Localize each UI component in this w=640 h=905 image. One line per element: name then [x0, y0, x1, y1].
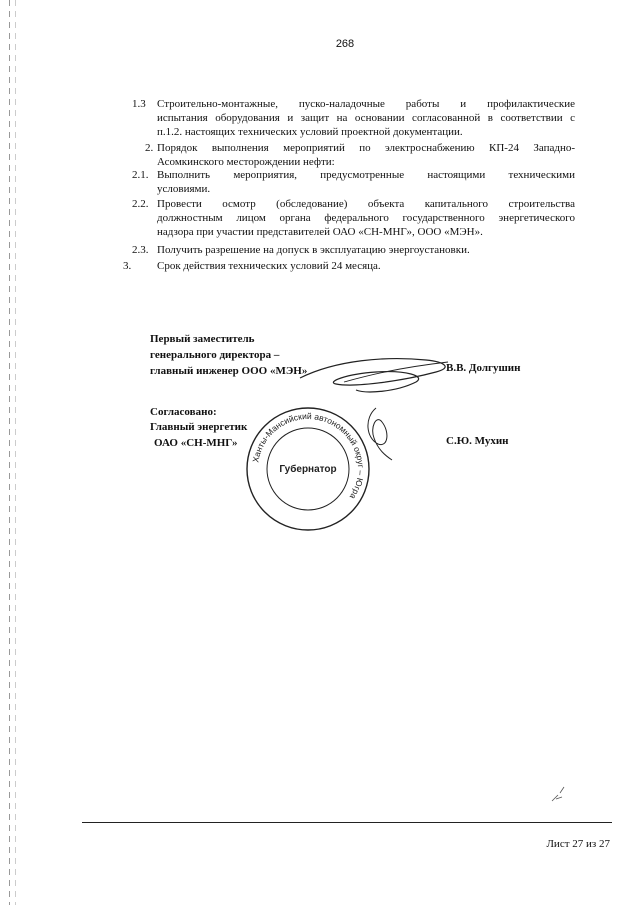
footer-rule — [82, 822, 612, 823]
item-number: 2.3. — [132, 244, 149, 256]
signatory-title-line: Главный энергетик — [150, 421, 248, 433]
item-text-line: Порядок выполнения мероприятий по электроснабжению КП-24 Западно- — [157, 142, 575, 154]
stray-pen-mark — [548, 783, 570, 805]
signatory-title-line: главный инженер ООО «МЭН» — [150, 365, 308, 377]
svg-text:Губернатор: Губернатор — [279, 464, 337, 475]
signatory-name: В.В. Долгушин — [446, 362, 521, 374]
signatory-title-line: ОАО «СН-МНГ» — [154, 437, 238, 449]
item-text-line: Срок действия технических условий 24 месяца. — [157, 260, 381, 272]
item-text-line: Асомкинского месторождении нефти: — [157, 156, 335, 168]
signatory-name: С.Ю. Мухин — [446, 435, 509, 447]
page-number: 268 — [335, 38, 355, 50]
binding-margin-line — [9, 0, 10, 905]
item-text-line: Получить разрешение на допуск в эксплуатацию энергоустановки. — [157, 244, 470, 256]
item-text-line: Выполнить мероприятия, предусмотренные настоящими техническими — [157, 169, 575, 181]
item-text-line: испытания оборудования и защит на основании согласованной в соответствии с — [157, 112, 575, 124]
item-text-line: п.1.2. настоящих технических условий проектной документации. — [157, 126, 463, 138]
item-number: 2.2. — [132, 198, 149, 210]
item-text-line: Строительно-монтажные, пуско-наладочные работы и профилактические — [157, 98, 575, 110]
item-text-line: условиями. — [157, 183, 211, 195]
official-seal-stamp — [244, 405, 372, 533]
binding-margin-line-secondary — [15, 0, 16, 905]
item-text-line: должностным лицом органа федерального государственного энергетического — [157, 212, 575, 224]
signatory-title-line: Первый заместитель — [150, 333, 255, 345]
item-text-line: надзора при участии представителей ОАО «СН-МНГ», ООО «МЭН». — [157, 226, 483, 238]
signatory-title-line: генерального директора – — [150, 349, 280, 361]
signatory-title-block — [150, 331, 307, 379]
agreed-label: Согласовано: — [150, 406, 217, 418]
sheet-counter: Лист 27 из 27 — [546, 838, 610, 850]
handwritten-signature — [296, 352, 456, 402]
signatory-title-block — [150, 419, 247, 451]
item-number: 2.1. — [132, 169, 149, 181]
item-number: 3. — [123, 260, 132, 272]
svg-text:Ханты-Мансийский автономный ок: Ханты-Мансийский автономный округ – Югра — [250, 410, 367, 502]
item-number: 2. — [145, 142, 154, 154]
item-text-line: Провести осмотр (обследование) объекта капитального строительства — [157, 198, 575, 210]
item-number: 1.3 — [132, 98, 146, 110]
